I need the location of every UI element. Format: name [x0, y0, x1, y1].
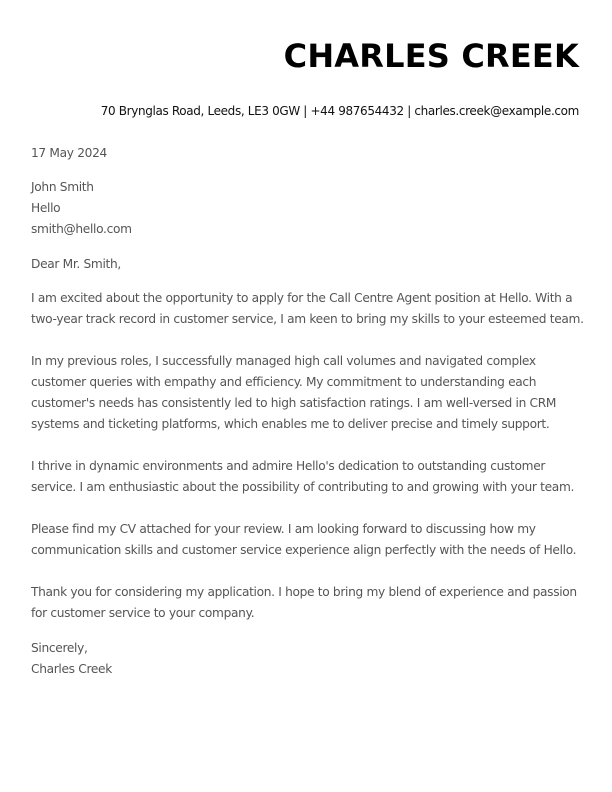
paragraph-motivation [31, 456, 591, 498]
paragraph-cv [31, 519, 591, 561]
applicant-name-heading: CHARLES CREEK [283, 37, 579, 75]
paragraph-line: for customer service to your company. [31, 606, 255, 620]
signature-name: Charles Creek [31, 662, 112, 676]
recipient-block [31, 177, 591, 240]
paragraph-line: Thank you for considering my application. I hope to bring my blend of experience and passion [31, 585, 577, 599]
paragraph-line: customer queries with empathy and efficiency. My commitment to understanding each [31, 375, 537, 389]
paragraph-line: service. I am enthusiastic about the possibility of contributing to and growing with your team. [31, 480, 575, 494]
paragraph-line: two-year track record in customer service, I am keen to bring my skills to your esteemed team. [31, 312, 584, 326]
paragraph-line: communication skills and customer service experience align perfectly with the needs of Hello. [31, 543, 577, 557]
paragraph-line: Please find my CV attached for your review. I am looking forward to discussing how my [31, 522, 536, 536]
recipient-company: Hello [31, 201, 61, 215]
paragraph-line: In my previous roles, I successfully managed high call volumes and navigated complex [31, 354, 536, 368]
paragraph-thanks [31, 582, 591, 624]
paragraph-line: systems and ticketing platforms, which enables me to deliver precise and timely support. [31, 417, 550, 431]
letter-date [31, 143, 591, 164]
salutation-text: Dear Mr. Smith, [31, 257, 121, 271]
paragraph-experience [31, 351, 591, 435]
contact-details: 70 Brynglas Road, Leeds, LE3 0GW | +44 987654432 | charles.creek@example.com [100, 104, 579, 118]
paragraph-line: customer's needs has consistently led to high satisfaction ratings. I am well-versed in CRM [31, 396, 557, 410]
sign-off-block [31, 638, 591, 680]
paragraph-line: I am excited about the opportunity to apply for the Call Centre Agent position at Hello. With a [31, 291, 573, 305]
closing-text: Sincerely, [31, 641, 88, 655]
recipient-email: smith@hello.com [31, 222, 132, 236]
paragraph-line: I thrive in dynamic environments and admire Hello's dedication to outstanding customer [31, 459, 546, 473]
recipient-name: John Smith [31, 180, 94, 194]
date-text: 17 May 2024 [31, 146, 107, 160]
paragraph-intro [31, 288, 591, 330]
salutation [31, 254, 591, 275]
